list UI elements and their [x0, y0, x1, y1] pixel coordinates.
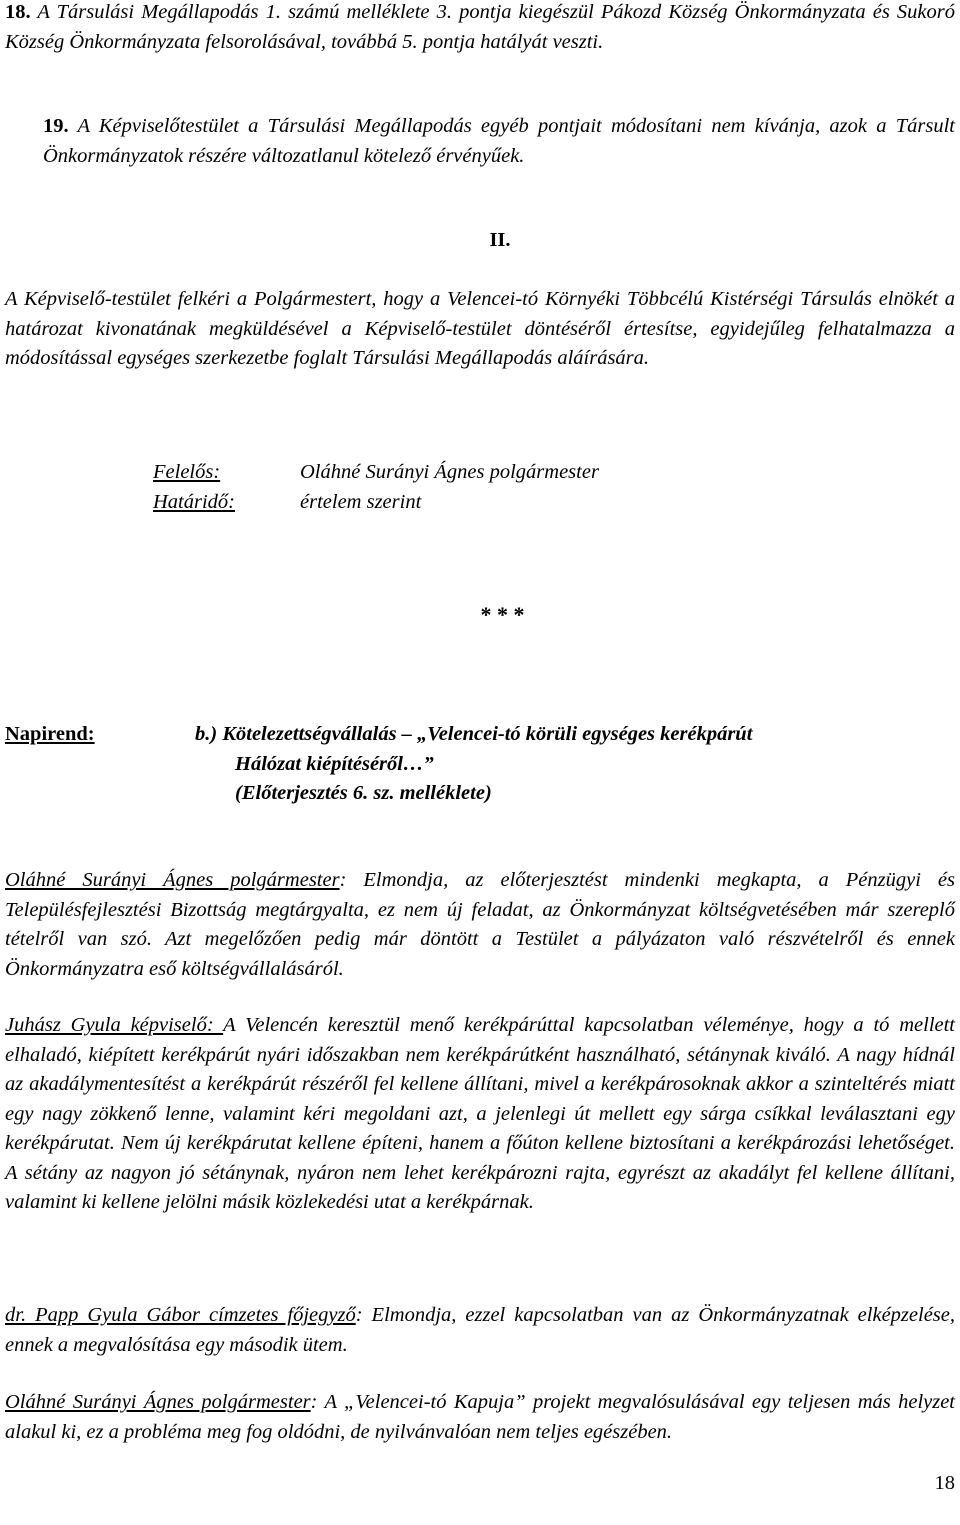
speaker-separator: :	[355, 1304, 363, 1326]
responsible-value: Oláhné Surányi Ágnes polgármester	[300, 461, 599, 483]
item-18-text: A Társulási Megállapodás 1. számú melléklete 3. pontja kiegészül Pákozd Község Önkormányzata és Sukoró Község Önkormányzata felsorolásával, továbbá 5. pontja hatályát veszti.	[5, 1, 955, 53]
speaker-paragraph	[5, 1388, 955, 1447]
speaker-paragraph	[5, 1011, 955, 1218]
section-separator-stars: * * *	[480, 602, 525, 627]
speaker-paragraph	[5, 1301, 955, 1360]
agenda-line-2: Hálózat kiépítéséről…”	[235, 752, 434, 775]
responsible-label: Felelős:	[153, 461, 221, 483]
speaker-paragraph	[5, 866, 955, 984]
item-19-text: A Képviselőtestület a Társulási Megállapodás egyéb pontjait módosítani nem kívánja, azok a Társult Önkormányzatok részére változatlanul kötelező érvényűek.	[43, 115, 955, 167]
speaker-name: Oláhné Surányi Ágnes polgármester	[5, 1391, 311, 1413]
resolution-text: A Képviselő-testület felkéri a Polgármestert, hogy a Velencei-tó Környéki Többcélú Kistérségi Társulás elnökét a határozat kivonatának megküldésével a Képviselő-testület döntéséről értesítse, egyidejűleg felhatalmazza a módosítással egységes szerkezetbe foglalt Társulási Megállapodás aláírására.	[5, 288, 955, 369]
speaker-separator: :	[339, 869, 347, 891]
speech-text: Elmondja, ezzel kapcsolatban van az Önkormányzatnak elképzelése, ennek a megvalósítása egy második ütem.	[5, 1304, 955, 1356]
page-number: 18	[934, 1472, 955, 1494]
agenda-label: Napirend:	[5, 723, 95, 745]
deadline-row	[153, 488, 599, 518]
agenda-line-1: b.) Kötelezettségvállalás – „Velencei-tó körüli egységes kerékpárút	[195, 723, 753, 745]
section-heading-roman: II.	[489, 229, 511, 251]
speech-text: A „Velencei-tó Kapuja” projekt megvalósulásával egy teljesen más helyzet alakul ki, ez a probléma meg fog oldódni, de nyilvánvalóan nem teljes egészében.	[5, 1391, 956, 1443]
agenda-line-3: (Előterjesztés 6. sz. melléklete)	[235, 782, 492, 804]
speaker-separator: :	[310, 1391, 318, 1413]
item-18	[5, 0, 955, 57]
deadline-label: Határidő:	[153, 490, 235, 513]
speech-text: Elmondja, az előterjesztést mindenki megkapta, a Pénzügyi és Településfejlesztési Bizottság megtárgyalta, ez nem új feladat, az Önkormányzat költségvetésében már szereplő tételről van szó. Azt megelőzően pedig már döntött a Testület a pályázaton való részvételről és ennek Önkormányzatra eső költségvállalásáról.	[5, 869, 956, 980]
responsibility-block	[153, 458, 599, 517]
speaker-name: dr. Papp Gyula Gábor címzetes főjegyző	[5, 1304, 356, 1326]
responsible-row	[153, 458, 599, 488]
speech-text: A Velencén keresztül menő kerékpárúttal kapcsolatban véleménye, hogy a tó mellett elhaladó, kiépített kerékpárút nyári időszakban nem kerékpárútként használható, sétánynak kiváló. A nagy hídnál az akadálymentesítést a kerékpárút részéről fel kellene állítani, mivel a kerékpárosoknak akkor a szinteltérés miatt egy nagy zökkenő lenne, valamint kéri megoldani azt, a jelenlegi út mellett egy sárga csíkkal leválasztani egy kerékpárutat. Nem új kerékpárutat kellene építeni, hanem a főúton kellene biztosítani a kerékpározási lehetőséget. A sétány az nagyon jó sétánynak, nyáron nem lehet kerékpározni rajta, egyrészt az akadályt fel kellene állítani, valamint ki kellene jelölni másik közlekedési utat a kerékpárnak.	[5, 1014, 956, 1213]
item-19-number: 19.	[43, 115, 69, 137]
speaker-name: Oláhné Surányi Ágnes polgármester	[5, 869, 340, 891]
item-19	[43, 112, 955, 171]
deadline-value: értelem szerint	[300, 490, 422, 513]
agenda-title	[195, 720, 955, 809]
speaker-name: Juhász Gyula képviselő:	[5, 1014, 224, 1036]
item-18-number: 18.	[5, 1, 31, 23]
